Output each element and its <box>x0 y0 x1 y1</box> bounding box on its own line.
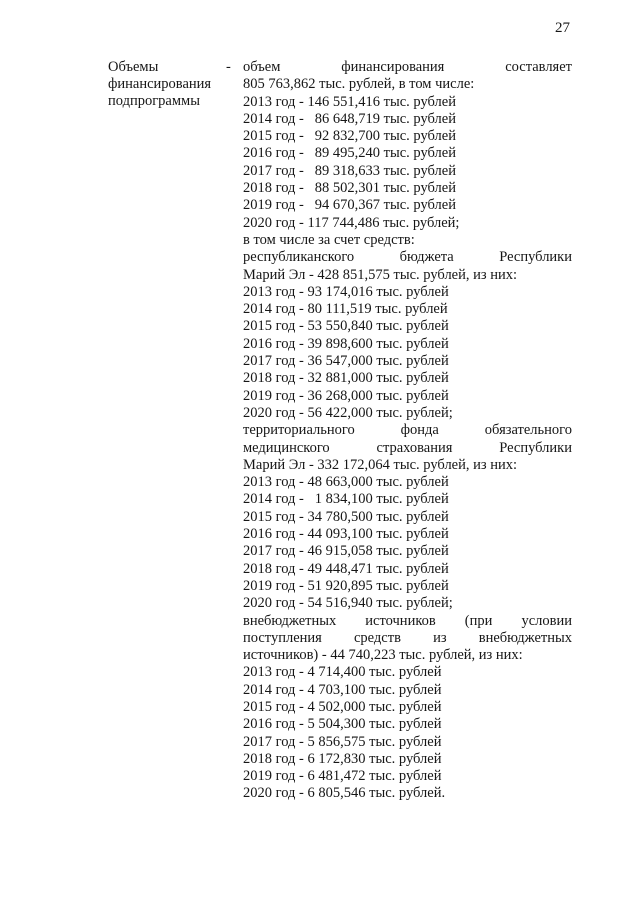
republic-years-list <box>243 284 572 422</box>
label-line: Объемы <box>108 59 159 75</box>
year-amount-line: 2016 год - 5 504,300 тыс. рублей <box>243 716 442 733</box>
total-line: 805 763,862 тыс. рублей, в том числе: <box>243 76 475 93</box>
fund-heading-1 <box>243 422 572 439</box>
republic-word: республиканского <box>243 249 355 266</box>
republic-heading <box>243 249 572 266</box>
year-amount-line: 2019 год - 51 920,895 тыс. рублей <box>243 577 449 594</box>
extra-word: внебюджетных <box>243 612 337 629</box>
year-amount-line: 2019 год - 94 670,367 тыс. рублей <box>243 197 456 214</box>
extra-total: источников) - 44 740,223 тыс. рублей, из них: <box>243 647 523 664</box>
year-amount-line: 2013 год - 48 663,000 тыс. рублей <box>243 474 449 491</box>
year-amount-line: 2019 год - 36 268,000 тыс. рублей <box>243 387 449 404</box>
year-amount-line: 2016 год - 39 898,600 тыс. рублей <box>243 335 449 352</box>
year-amount-line: 2014 год - 80 111,519 тыс. рублей <box>243 301 448 318</box>
intro-word: финансирования <box>341 59 445 75</box>
year-amount-line: 2020 год - 6 805,546 тыс. рублей. <box>243 785 446 802</box>
year-amount-line: 2014 год - 86 648,719 тыс. рублей <box>243 110 456 127</box>
financing-content <box>243 59 572 803</box>
fund-heading-2 <box>243 440 572 457</box>
sources-intro: в том числе за счет средств: <box>243 231 415 248</box>
fund-total: Марий Эл - 332 172,064 тыс. рублей, из них: <box>243 456 518 473</box>
year-amount-line: 2013 год - 93 174,016 тыс. рублей <box>243 283 449 300</box>
year-amount-line: 2016 год - 44 093,100 тыс. рублей <box>243 526 449 543</box>
year-amount-line: 2014 год - 4 703,100 тыс. рублей <box>243 681 442 698</box>
label-dash: - <box>226 59 231 75</box>
year-amount-line: 2017 год - 89 318,633 тыс. рублей <box>243 162 456 179</box>
year-amount-line: 2019 год - 6 481,472 тыс. рублей <box>243 768 442 785</box>
intro-word: объем <box>243 59 281 75</box>
intro-line <box>243 59 572 76</box>
label-line: подпрограммы <box>108 93 200 109</box>
fund-years-list <box>243 474 572 612</box>
page-number: 27 <box>555 20 570 36</box>
year-amount-line: 2018 год - 6 172,830 тыс. рублей <box>243 750 442 767</box>
year-amount-line: 2020 год - 54 516,940 тыс. рублей; <box>243 595 453 612</box>
total-years-list <box>243 94 572 232</box>
extra-word: средств <box>353 629 401 646</box>
fund-word: обязательного <box>484 422 572 439</box>
extra-years-list <box>243 664 572 802</box>
year-amount-line: 2014 год - 1 834,100 тыс. рублей <box>243 491 449 508</box>
section-label <box>108 59 218 110</box>
year-amount-line: 2020 год - 117 744,486 тыс. рублей; <box>243 214 460 231</box>
fund-word: медицинского <box>243 439 330 456</box>
year-amount-line: 2015 год - 92 832,700 тыс. рублей <box>243 128 456 145</box>
republic-word: Республики <box>499 249 572 266</box>
extra-heading-1 <box>243 613 572 630</box>
extra-word: внебюджетных <box>478 629 572 646</box>
year-amount-line: 2017 год - 5 856,575 тыс. рублей <box>243 733 442 750</box>
intro-word: составляет <box>505 59 572 75</box>
republic-word: бюджета <box>399 249 454 266</box>
year-amount-line: 2018 год - 88 502,301 тыс. рублей <box>243 180 456 197</box>
fund-word: страхования <box>376 439 453 456</box>
year-amount-line: 2018 год - 32 881,000 тыс. рублей <box>243 370 449 387</box>
year-amount-line: 2013 год - 146 551,416 тыс. рублей <box>243 93 456 110</box>
extra-heading-2 <box>243 630 572 647</box>
year-amount-line: 2015 год - 34 780,500 тыс. рублей <box>243 508 449 525</box>
label-line: финансирования <box>108 76 212 92</box>
year-amount-line: 2018 год - 49 448,471 тыс. рублей <box>243 560 449 577</box>
year-amount-line: 2015 год - 4 502,000 тыс. рублей <box>243 698 442 715</box>
extra-word: поступления <box>243 629 322 646</box>
fund-word: фонда <box>400 422 439 439</box>
year-amount-line: 2017 год - 36 547,000 тыс. рублей <box>243 353 449 370</box>
year-amount-line: 2013 год - 4 714,400 тыс. рублей <box>243 664 442 681</box>
extra-word: источников <box>365 612 436 629</box>
year-amount-line: 2016 год - 89 495,240 тыс. рублей <box>243 145 456 162</box>
extra-word: из <box>433 629 447 646</box>
extra-word: (при <box>464 612 493 629</box>
year-amount-line: 2020 год - 56 422,000 тыс. рублей; <box>243 404 453 421</box>
fund-word: территориального <box>243 422 355 439</box>
year-amount-line: 2015 год - 53 550,840 тыс. рублей <box>243 318 449 335</box>
fund-word: Республики <box>499 439 572 456</box>
republic-total: Марий Эл - 428 851,575 тыс. рублей, из них: <box>243 266 518 283</box>
year-amount-line: 2017 год - 46 915,058 тыс. рублей <box>243 543 449 560</box>
extra-word: условии <box>521 612 572 629</box>
